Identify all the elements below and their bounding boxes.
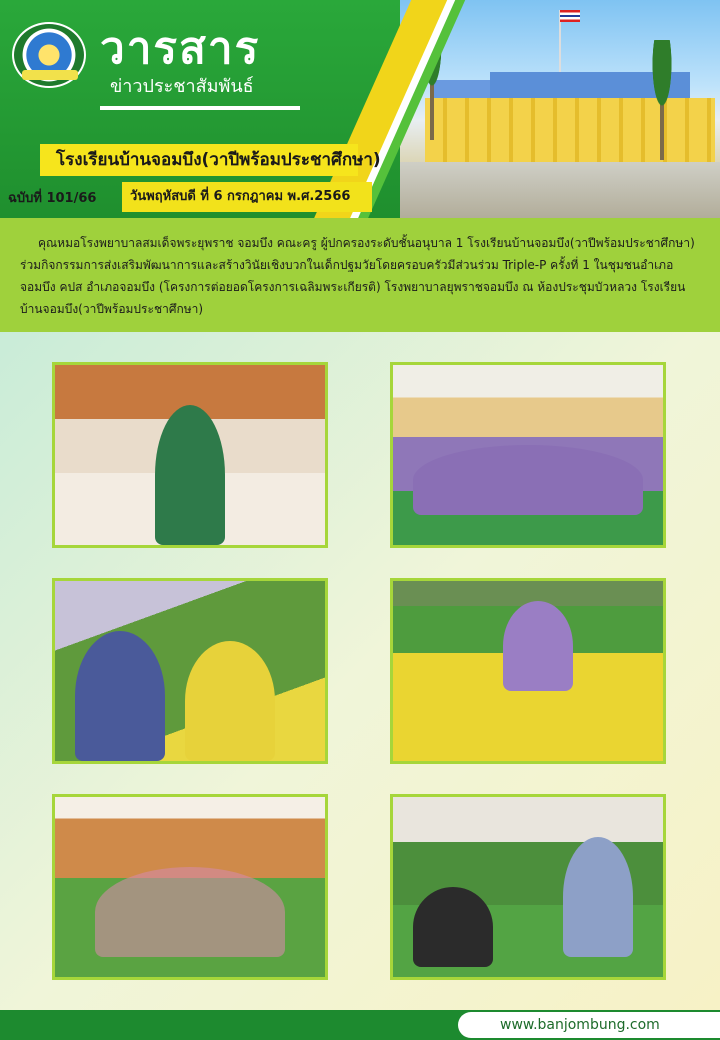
newsletter-subtitle: ข่าวประชาสัมพันธ์ [110,76,254,97]
school-name: โรงเรียนบ้านจอมบึง(วาปีพร้อมประชาศึกษา) [56,150,381,170]
newsletter-title: วารสาร [100,23,261,74]
photo-4-storytelling [390,578,666,764]
participants-figure [95,867,285,957]
courtyard [400,162,720,218]
photo-1-woman-seated [52,362,328,548]
thai-flag-icon [560,10,580,22]
header [0,0,720,218]
photo-5-hall-activity [52,794,328,980]
child-figure [185,641,275,761]
issue-number: ฉบับที่ 101/66 [8,191,97,206]
issue-date: วันพฤหัสบดี ที่ 6 กรกฎาคม พ.ศ.2566 [130,189,351,204]
adult-figure [75,631,165,761]
photo-6-drawing [390,794,666,980]
title-underline [100,106,300,110]
website-link[interactable]: www.banjombung.com [500,1017,660,1033]
person-figure [155,405,225,545]
photo-3-children-activity [52,578,328,764]
palm-tree-right [640,40,684,160]
adult-figure [563,837,633,957]
teacher-figure [503,601,573,691]
logo-ribbon [22,70,78,80]
photo-2-group [390,362,666,548]
news-description: คุณหมอโรงพยาบาลสมเด็จพระยุพราช จอมบึง คณะครู ผู้ปกครองระดับชั้นอนุบาล 1 โรงเรียนบ้านจอมบึง(วาปีพร้อมประชาศึกษา) ร่วมกิจกรรมการส่งเสริมพัฒนาการและสร้างวินัยเชิงบวกในเด็กปฐมวัยโดยครอบครัวมีส่วนร่วม Triple-P ครั้งที่ 1 ในชุมชนอำเภอจอมบึง คปส อำเภอจอมบึง (โครงการต่อยอดโครงการเฉลิมพระเกียรติ) โรงพยาบาลยุพราชจอมบึง ณ ห้องประชุมบัวหลวง โรงเรียนบ้านจอมบึง(วาปีพร้อมประชาศึกษา) [20,236,695,316]
parent-figure [413,887,493,967]
group-figure [413,445,643,515]
